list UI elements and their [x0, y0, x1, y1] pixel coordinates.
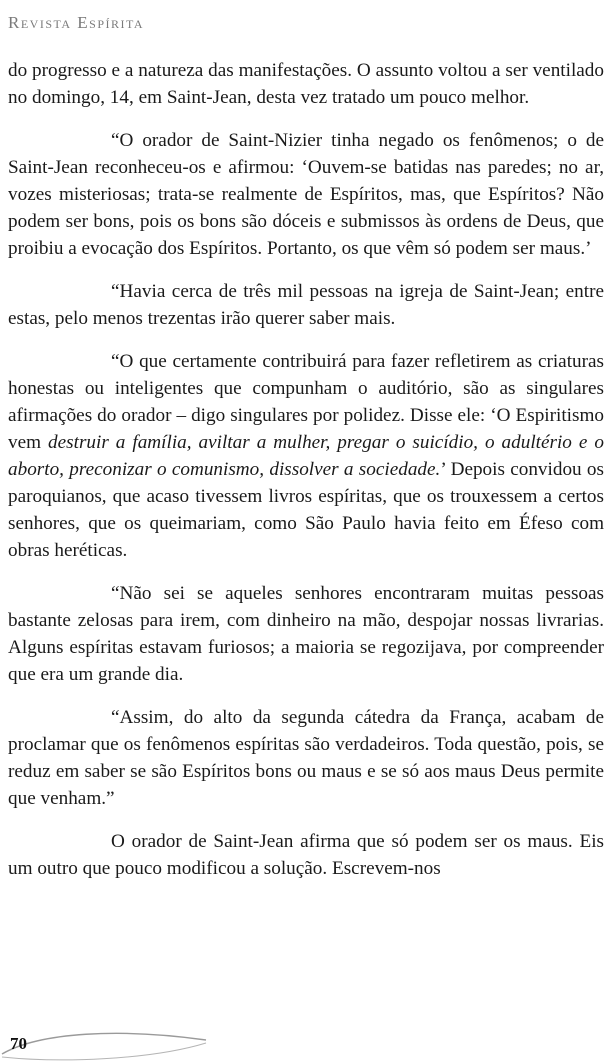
paragraph-4-end: ’ Depois convidou os paroquianos, que acaso tivessem livros espíritas, que os trouxessem a certos senhores, que os queimariam, como São Paulo havia feito em Éfeso com obras heréticas. [8, 459, 604, 561]
paragraph-4 [8, 348, 604, 564]
paragraph-4-start: “O que certamente contribuirá para fazer refletirem as criaturas honestas ou inteligentes que compunham o auditório, são as singulares afirmações do orador – digo singulares por polidez. Disse ele: ‘O Espiritismo vem [8, 351, 604, 453]
paragraph-7: O orador de Saint-Jean afirma que só podem ser os maus. Eis um outro que pouco modificou a solução. Escrevem-nos [8, 831, 604, 879]
paragraph-3: “Havia cerca de três mil pessoas na igreja de Saint-Jean; entre estas, pelo menos trezentas irão querer saber mais. [8, 281, 604, 329]
paragraph-4-italic: destruir a família, aviltar a mulher, pregar o suicídio, o adultério e o aborto, preconizar o comunismo, dissolver a sociedade. [8, 432, 604, 480]
body-text [8, 57, 604, 882]
running-header: Revista Espírita [8, 13, 145, 32]
paragraph-5: “Não sei se aqueles senhores encontraram muitas pessoas bastante zelosas para irem, com dinheiro na mão, despojar nossas livrarias. Alguns espíritas estavam furiosos; a maioria se regozijava, por compreender que era um grande dia. [8, 583, 604, 685]
paragraph-6: “Assim, do alto da segunda cátedra da França, acabam de proclamar que os fenômenos espíritas são verdadeiros. Toda questão, pois, se reduz em saber se são Espíritos bons ou maus e se só aos maus Deus permite que venham.” [8, 707, 604, 809]
paragraph-1: do progresso e a natureza das manifestações. O assunto voltou a ser ventilado no domingo, 14, em Saint-Jean, desta vez tratado um pouco melhor. [8, 60, 604, 108]
paragraph-2: “O orador de Saint-Nizier tinha negado os fenômenos; o de Saint-Jean reconheceu-os e afirmou: ‘Ouvem-se batidas nas paredes; no ar, vozes misteriosas; trata-se realmente de Espíritos, mas, que Espíritos? Não podem ser bons, pois os bons são dóceis e submissos às ordens de Deus, que proibiu a evocação dos Espíritos. Portanto, os que vêm só podem ser maus.’ [8, 130, 604, 259]
page-number: 70 [10, 1034, 27, 1053]
footer-swoosh-decoration [0, 1026, 220, 1064]
